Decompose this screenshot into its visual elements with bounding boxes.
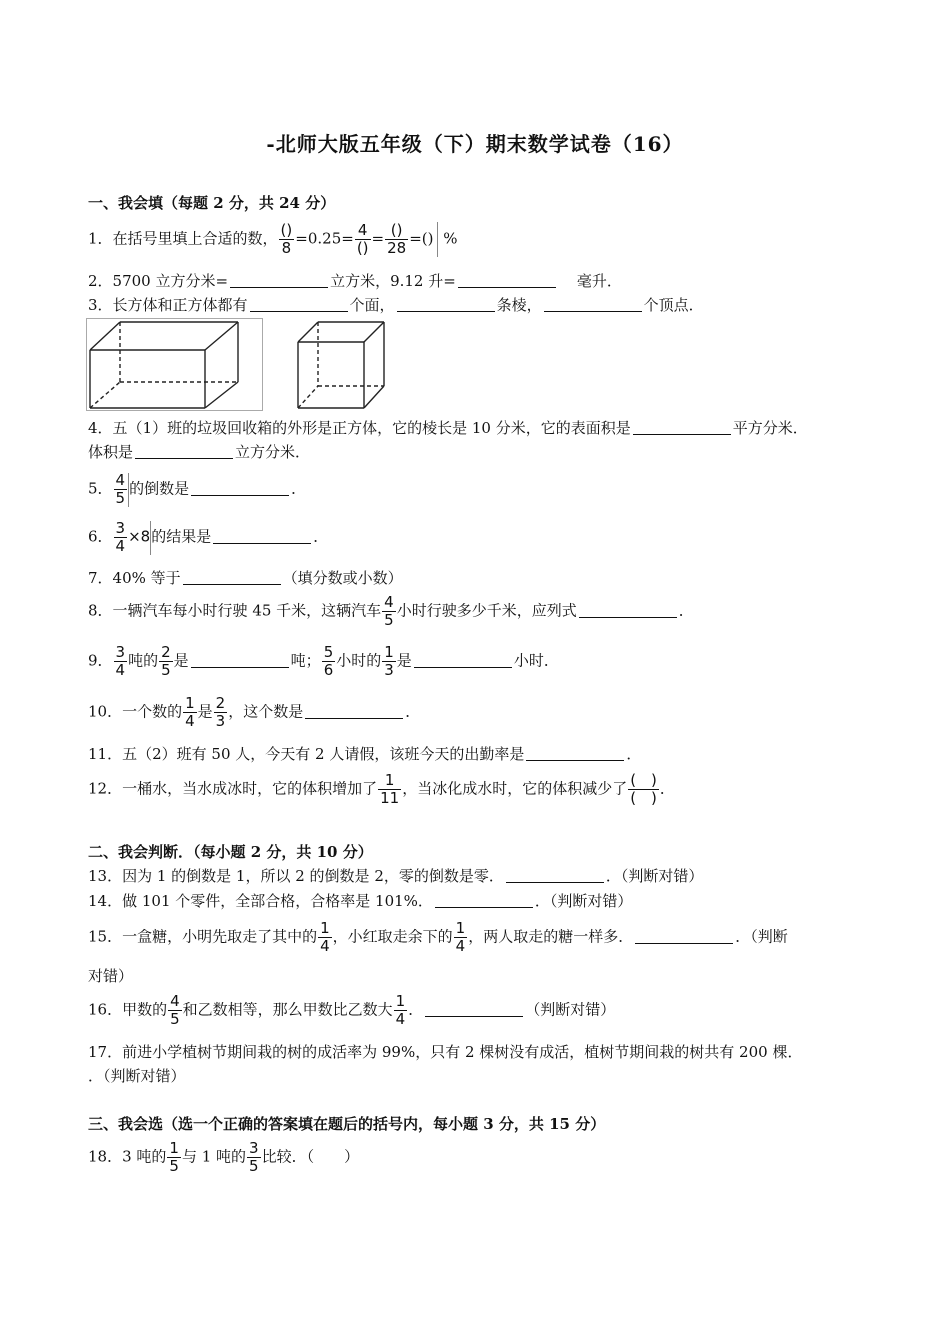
answer-blank[interactable] — [397, 297, 495, 312]
fraction: $\frac{3}{5}$ — [249, 1139, 259, 1175]
answer-blank[interactable] — [183, 570, 281, 585]
fraction: $\frac{1}{4}$ — [185, 694, 195, 730]
answer-blank[interactable] — [191, 653, 289, 668]
q1-equation: $\frac{()}{8}$ =0.25= $\frac{4}{()}$ = $\frac{()}{28}$ =() — [278, 222, 439, 257]
fraction: $\frac{1}{4}$ — [455, 919, 466, 955]
question-4: 4．五（1）班的垃圾回收箱的外形是正方体，它的棱长是 10 分米，它的表面积是 平方分米． — [88, 419, 808, 437]
question-14: 14．做 101 个零件，全部合格，合格率是 101%． ．（判断对错） — [88, 892, 633, 910]
answer-blank[interactable] — [191, 481, 289, 496]
answer-blank[interactable] — [635, 929, 733, 944]
question-11: 11．五（2）班有 50 人，今天有 2 人请假，该班今天的出勤率是 ． — [88, 745, 642, 763]
fraction: $\frac{4}{5}$ — [115, 471, 126, 507]
question-5: 5． $\frac{4}{5}$ 的倒数是 ． — [88, 471, 307, 507]
fraction: $\frac{()}{28}$ — [387, 221, 407, 257]
question-16: 16．甲数的 $\frac{4}{5}$ 和乙数相等，那么甲数比乙数大 $\frac{1}{4}$ ． （判断对错） — [88, 992, 616, 1028]
answer-blank[interactable] — [213, 529, 311, 544]
question-2: 2．5700 立方分米= 立方米，9.12 升= 毫升． — [88, 272, 622, 290]
answer-blank[interactable] — [506, 868, 604, 883]
question-8: 8．一辆汽车每小时行驶 45 千米，这辆汽车 $\frac{4}{5}$ 小时行驶多少千米，应列式 ． — [88, 593, 694, 629]
fraction: $\frac{4}{()}$ — [356, 221, 369, 257]
fraction: $\frac{4}{5}$ — [170, 992, 180, 1028]
question-6: 6． $\frac{3}{4}$ ×8的结果是 ． — [88, 519, 329, 555]
fraction: $\frac{1}{5}$ — [169, 1139, 179, 1175]
fraction: $\frac{1}{4}$ — [320, 919, 330, 955]
fraction: $\frac{3}{4}$ — [115, 643, 126, 679]
section-3-heading: 三、我会选（选一个正确的答案填在题后的括号内，每小题 3 分，共 15 分） — [88, 1115, 606, 1133]
answer-blank[interactable] — [526, 746, 624, 761]
answer-blank[interactable] — [544, 297, 642, 312]
question-10: 10．一个数的 $\frac{1}{4}$ 是 $\frac{2}{3}$ ，这个数是 ． — [88, 694, 421, 730]
question-13: 13．因为 1 的倒数是 1，所以 2 的倒数是 2，零的倒数是零． ．（判断对错） — [88, 867, 704, 885]
fraction: $\frac{()}{8}$ — [280, 221, 293, 257]
question-15-cont: 对错） — [88, 967, 134, 985]
answer-blank[interactable] — [633, 420, 731, 435]
fraction: $\frac{5}{6}$ — [323, 643, 334, 679]
question-4-cont: 体积是 立方分米． — [88, 443, 311, 461]
answer-blank[interactable] — [579, 603, 677, 618]
section-2-heading: 二、我会判断．（每小题 2 分，共 10 分） — [88, 843, 373, 861]
answer-blank[interactable] — [425, 1002, 523, 1017]
question-18: 18．3 吨的 $\frac{1}{5}$ 与 1 吨的 $\frac{3}{5}$ 比较．（ ） — [88, 1139, 360, 1175]
fraction: $\frac{( )}{( )}$ — [630, 771, 657, 807]
answer-blank[interactable] — [414, 653, 512, 668]
question-1: 1．在括号里填上合适的数， $\frac{()}{8}$ =0.25= $\frac{4}{()}$ = $\frac{()}{28}$ =() % — [88, 221, 458, 257]
question-17: 17．前进小学植树节期间栽的树的成活率为 99%，只有 2 棵树没有成活，植树节期间栽的树共有 200 棵． — [88, 1043, 803, 1061]
answer-blank[interactable] — [435, 893, 533, 908]
answer-blank[interactable] — [230, 273, 328, 288]
cuboid-figure — [86, 318, 386, 412]
question-17-cont: ．（判断对错） — [88, 1067, 186, 1085]
fraction: $\frac{3}{4}$ — [115, 519, 126, 555]
fraction: $\frac{1}{4}$ — [395, 992, 406, 1028]
fraction: $\frac{1}{11}$ — [380, 771, 400, 807]
answer-blank[interactable] — [458, 273, 556, 288]
answer-blank[interactable] — [305, 704, 403, 719]
fraction: $\frac{1}{3}$ — [384, 643, 394, 679]
question-15: 15．一盒糖，小明先取走了其中的 $\frac{1}{4}$ ，小红取走余下的 $\frac{1}{4}$ ，两人取走的糖一样多． ．（判断 — [88, 919, 788, 955]
fraction: $\frac{4}{5}$ — [384, 593, 394, 629]
question-9: 9． $\frac{3}{4}$ 吨的 $\frac{2}{5}$ 是 吨； $\frac{5}{6}$ 小时的 $\frac{1}{3}$ 是 小时． — [88, 643, 559, 679]
question-3: 3．长方体和正方体都有 个面， 条棱， 个顶点． — [88, 296, 704, 314]
answer-blank[interactable] — [250, 297, 348, 312]
page-title: -北师大版五年级（下）期末数学试卷（16） — [266, 132, 684, 156]
answer-blank[interactable] — [135, 444, 233, 459]
question-12: 12．一桶水，当水成冰时，它的体积增加了 $\frac{1}{11}$ ，当冰化成水时，它的体积减少了 $\frac{( )}{( )}$ ． — [88, 771, 675, 807]
section-1-heading: 一、我会填（每题 2 分，共 24 分） — [88, 194, 336, 212]
fraction: $\frac{2}{5}$ — [161, 643, 171, 679]
fraction: $\frac{2}{3}$ — [215, 694, 226, 730]
question-7: 7．40% 等于 （填分数或小数） — [88, 569, 403, 587]
